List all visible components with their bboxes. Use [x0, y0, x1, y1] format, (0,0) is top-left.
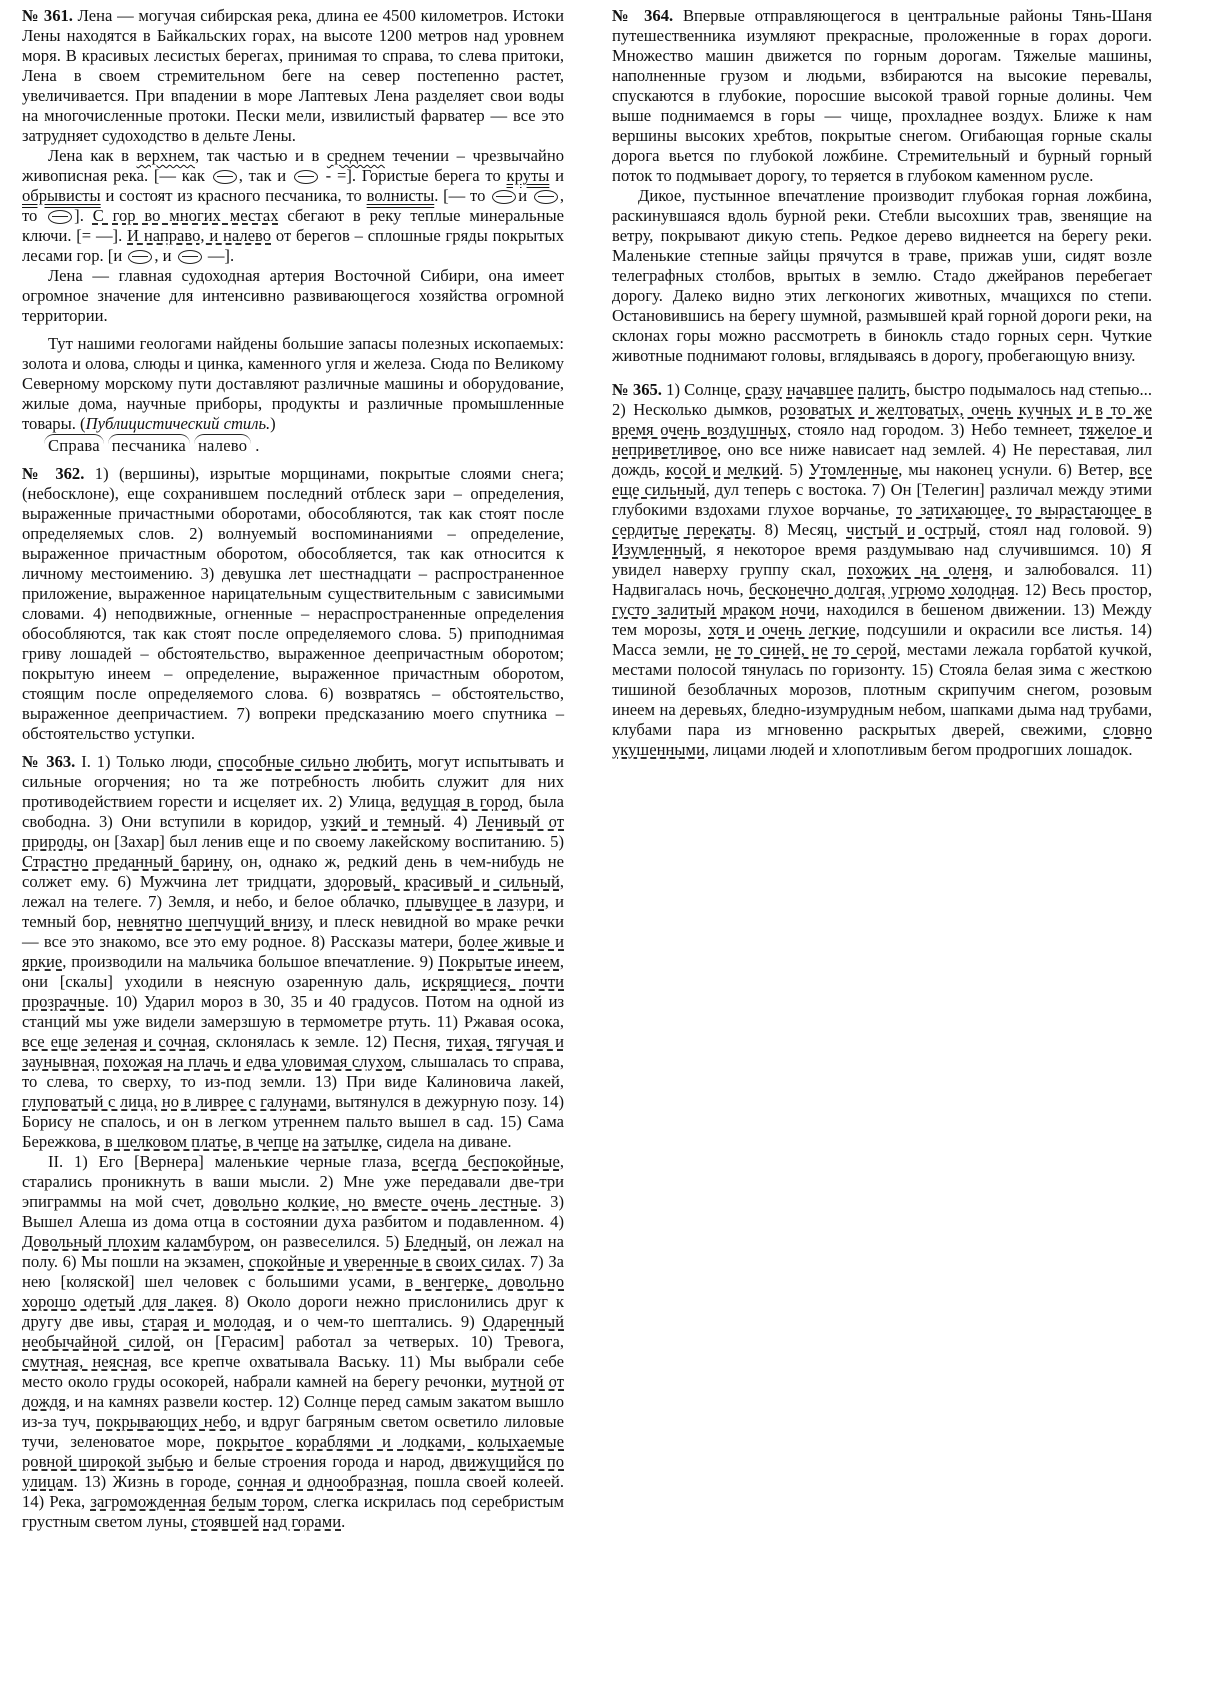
- text-run: , все крепче охватывала Ваську. 11) Мы выбрали себе место около груды осокорей, набрали камней на берегу речонки,: [22, 1352, 564, 1391]
- underlined-phrase: то затихающее, то вырастающее в сердитые перекаты: [612, 500, 1152, 539]
- underlined-phrase: косой и мелкий: [665, 460, 780, 479]
- text-run: , быстро подымалось над степью... 2) Несколько дымков,: [612, 380, 1152, 419]
- underlined-phrase: загроможденная белым тором: [90, 1492, 305, 1511]
- text-run: . 12) Весь простор,: [1014, 580, 1152, 599]
- text-run: . 4): [440, 812, 477, 831]
- text-run: , и залюбовался. 11) Надвигалась ночь,: [612, 560, 1153, 599]
- underlined-phrase: словно укушенными: [612, 720, 1152, 759]
- text-run: , и плеск невидной во мраке речки — все это знакомо, все это ему родное. 8) Рассказы матери,: [22, 912, 564, 951]
- word-scheme-line: [22, 434, 564, 456]
- oval-icon: [492, 190, 516, 204]
- text-run: 1) Солнце,: [661, 380, 746, 399]
- left-column: [22, 6, 564, 1532]
- underlined-phrase: всегда беспокойные: [412, 1152, 560, 1171]
- ex365-paragraph: [612, 380, 1152, 760]
- text-run: и состоят из красного песчаника, то: [100, 186, 367, 205]
- text-run: , так и: [238, 166, 292, 185]
- ex361-number: № 361.: [22, 6, 73, 25]
- ex364-text-1: Впервые отправляющегося в центральные районы Тянь-Шаня путешественника изумляют прекрасные, проложенные в горах дороги. Множество машин движется по горным дорогам. Тяжелые машины, наполненные грузом и людьми, взбираются на высокие перевалы, спускаются в глубокие, поросшие высокой травой горные долины. Чем выше поднимаемся в горы — чище, прохладнее воздух. Ближе к нам вершины высоких хребтов, покрытые снегом. Огибающая горные скалы дорога вьется по глубокой ложбине. Стремительный и бурный горный поток то подмывает дорогу, то теряется в глубоком каменном русле.: [612, 6, 1152, 185]
- text-run: , он, однако ж, редкий день в чем-нибудь не солжет ему. 6) Мужчина лет тридцати,: [22, 852, 564, 891]
- exercise-364: [612, 6, 1152, 366]
- ex363-part-1-text: [22, 752, 564, 1151]
- underlined-phrase: мутной от дождя: [22, 1372, 564, 1411]
- text-run: .: [341, 1512, 346, 1531]
- scheme-word: Справа: [44, 434, 104, 456]
- text-run: . 8) Около дороги нежно прислонились друг к другу две ивы,: [22, 1292, 564, 1331]
- underlined-phrase: смутная, неясная: [22, 1352, 148, 1371]
- text-run: , производили на мальчика большое впечатление. 9): [62, 952, 439, 971]
- ex362-text: 1) (вершины), изрытые морщинами, покрытые слоями снега; (небосклоне), еще сохранившем последний отблеск зари – определения, выраженные причастными оборотами, обособляются, так как стоят после определяемых слов. 2) волнуемый воспоминаниями – определение, выраженное причастным оборотом, обособляется, так как относится к личному местоимению. 3) девушка лет шестнадцати – распространенное приложение, выраженное нарицательным существительным с зависимыми словами. 4) неподвижные, огненные – нераспространенные определения обособляются, так как стоят после определяемого слова. 5) приподнимая гриву лошадей – обстоятельство, выраженное деепричастным оборотом; покрытую инеем – определение, выраженное причастным оборотом, стоящим после определяемого слова. 6) возвратясь – обстоятельство, выраженное деепричастием. 7) вопреки предсказанию моего спутника – обстоятельство уступки.: [22, 464, 564, 743]
- text-run: . [— то: [434, 186, 491, 205]
- oval-icon: [128, 250, 152, 264]
- underlined-word: круты: [506, 166, 550, 185]
- underlined-phrase: бесконечно долгая, угрюмо холодная: [749, 580, 1015, 599]
- text-run: II. 1) Его [Вернера] маленькие черные глаза,: [48, 1152, 413, 1171]
- underlined-phrase: узкий и темный: [320, 812, 441, 831]
- underlined-phrase: Бледный: [404, 1232, 467, 1251]
- underlined-word: волнисты: [366, 186, 435, 205]
- spacer: [612, 366, 1152, 380]
- text-run: Лена как в: [48, 146, 137, 165]
- underlined-phrase: в шелковом платье, в чепце на затылке: [104, 1132, 379, 1151]
- text-run: , могут испытывать и сильные огорчения; но та же потребность любить служит для них противодействием горести и исцеляет их. 2) Улица,: [22, 752, 564, 811]
- text-run: , он развеселился. 5): [250, 1232, 405, 1251]
- underlined-phrase: Ленивый от природы: [22, 812, 565, 851]
- oval-icon: [48, 210, 72, 224]
- ex365-number: № 365.: [612, 380, 662, 399]
- text-run: . 5): [779, 460, 810, 479]
- underlined-phrase: довольно колкие, но вместе очень лестные: [213, 1192, 538, 1211]
- underlined-phrase: способные сильно любить: [217, 752, 409, 771]
- ex361-paragraph-2: [22, 146, 564, 266]
- style-label: Публицистический стиль.: [85, 414, 271, 433]
- text-run: , стояло над городом. 3) Небо темнеет,: [786, 420, 1080, 439]
- text-run: ): [270, 414, 276, 433]
- text-run: , и о чем-то шептались. 9): [271, 1312, 483, 1331]
- text-run: течении – чрезвычайно живописная река. [— как: [22, 146, 564, 185]
- underlined-phrase: стоявшей над горами: [191, 1512, 342, 1531]
- underlined-phrase: тяжелое и неприветливое: [612, 420, 1152, 459]
- spacer: [22, 456, 564, 464]
- ex364-paragraph-1: [612, 6, 1152, 186]
- text-run: ].: [74, 206, 93, 225]
- underlined-phrase: спокойные и уверенные в своих силах: [248, 1252, 522, 1271]
- underlined-phrase: в венгерке, довольно хорошо одетый для лакея: [22, 1272, 564, 1311]
- ex361-paragraph-1: [22, 6, 564, 146]
- oval-icon: [534, 190, 558, 204]
- underlined-phrase: Изумленный: [612, 540, 703, 559]
- ex363-part-2: [22, 1152, 564, 1532]
- text-run: - =]. Гористые берега то: [319, 166, 507, 185]
- underlined-phrase: искрящиеся, почти прозрачные: [22, 972, 564, 1011]
- text-run: , они [скалы] уходили в неясную озаренную даль,: [22, 952, 564, 991]
- text-run: , слышалась то справа, то слева, то сверху, то из-под земли. 13) При виде Калиновича лакей,: [22, 1052, 564, 1091]
- underlined-phrase: тихая, тягучая и заунывная, похожая на плачь и едва уловимая слухом: [22, 1032, 564, 1071]
- text-run: , то: [22, 186, 565, 225]
- underlined-phrase: похожих на оленя: [847, 560, 989, 579]
- underlined-phrase: здоровый, красивый и сильный: [324, 872, 560, 891]
- text-run: I. 1) Только люди,: [75, 752, 218, 771]
- ex363-part-2-text: [22, 1152, 564, 1531]
- underlined-phrase: хотя и очень легкие: [708, 620, 856, 639]
- text-run: , местами лежала горбатой кучкой, местами полосой тянулась по горизонту. 15) Стояла белая зима с жесткою тишиной безоблачных морозов, плотным скрипучим снегом, розовым инеем на деревьях, бледно-изумрудным небом, шапками дыма над трубами, клубами пара из мгновенно раскрытых дверей, свежими,: [612, 640, 1152, 739]
- text-run: —].: [203, 246, 235, 265]
- spacer: [22, 744, 564, 752]
- ex365-text: [612, 380, 1152, 759]
- underlined-phrase: ведущая в город: [401, 792, 519, 811]
- text-run: , склонялась к земле. 12) Песня,: [205, 1032, 447, 1051]
- wave-oval-icon: [213, 170, 237, 184]
- text-run: от берегов – сплошные гряды покрытых лесами гор. [и: [22, 226, 564, 265]
- text-run: , лежал на телеге. 7) Земля, и небо, и белое облачко,: [22, 872, 564, 911]
- text-run: , и темный бор,: [22, 892, 565, 931]
- text-run: , сидела на диване.: [378, 1132, 512, 1151]
- exercise-362: [22, 464, 564, 744]
- text-run: , слегка искрилась под серебристым грустным светом луны,: [22, 1492, 565, 1531]
- wave-oval-icon: [294, 170, 318, 184]
- text-run: и белые строения города и народ,: [193, 1452, 451, 1471]
- ex362-number: № 362.: [22, 464, 85, 483]
- underlined-phrase: глуповатый с лица, но в ливрее с галунами: [22, 1092, 327, 1111]
- word-scheme: [44, 434, 260, 456]
- text-run: , так частью и в: [195, 146, 327, 165]
- text-run: , вытянулся в дежурную позу. 14) Борису не спалось, и он в легком утреннем пальто вышел в сад. 15) Сама Бережкова,: [22, 1092, 564, 1151]
- text-run: , он лежал на полу. 6) Мы пошли на экзамен,: [22, 1232, 565, 1271]
- oval-icon: [178, 250, 202, 264]
- text-run: , он [Захар] был ленив еще и по своему лакейскому воспитанию. 5): [83, 832, 564, 851]
- exercise-365: [612, 380, 1152, 760]
- text-run: и: [518, 186, 532, 205]
- text-run: и: [549, 166, 564, 185]
- exercise-363: [22, 752, 564, 1532]
- underlined-phrase: Утомленные: [809, 460, 899, 479]
- text-run: , он [Герасим] работал за четверых. 10) Тревога,: [170, 1332, 564, 1351]
- text-run: , была свободна. 3) Они вступили в коридор,: [22, 792, 564, 831]
- exercise-361: [22, 6, 564, 456]
- text-run: , лицами людей и хлопотливым бегом продрогших лошадок.: [704, 740, 1133, 759]
- underlined-phrase: С гор во многих местах: [92, 206, 279, 225]
- ex363-part-1: [22, 752, 564, 1152]
- underlined-phrase: сразу начавшее палить: [745, 380, 906, 399]
- text-run: , и на камнях развели костер. 12) Солнце перед самым закатом вышло из-за туч,: [22, 1392, 564, 1431]
- text-run: , и: [154, 246, 176, 265]
- text-run: , стоял над головой. 9): [976, 520, 1152, 539]
- underlined-phrase: покрывающих небо: [96, 1412, 237, 1431]
- underlined-word: среднем: [326, 146, 385, 165]
- text-run: , старались проникнуть в ваши мысли. 2) Мне уже передавали две-три эпиграммы на мой счет,: [22, 1152, 564, 1211]
- text-run: сбегают в реку теплые минеральные ключи. [= —].: [22, 206, 565, 245]
- text-run: , я некоторое время раздумываю над случившимся. 10) Я увидел наверху группу скал,: [612, 540, 1152, 579]
- ex364-paragraph-2: Дикое, пустынное впечатление производит глубокая горная ложбина, раскинувшаяся вдоль бурной реки. Стебли высохших трав, звенящие на ветру, покрывают дикую степь. Редкое дерево виднеется на берегу реки. Маленькие степные зайцы прячутся в траве, прижав уши, сидят возле телеграфных столбов, врытых в землю. Стадо джейранов перебегает дорогу. Далеко видно этих легконогих животных, мчащихся по степи. Остановившись на берегу шумной, размывшей край горной дороги реки, на склонах горы можно рассмотреть в бинокль стадо горных серн. Чуткие животные поднимают головы, вглядываясь в дорогу, пробегающую внизу.: [612, 186, 1152, 365]
- text-run: . 13) Жизнь в городе,: [73, 1472, 238, 1491]
- text-run: , оно все ниже нависает над землей. 4) Не переставая, лил дождь,: [612, 440, 1152, 479]
- ex361-paragraph-4: [22, 334, 564, 434]
- text-run: .: [255, 436, 260, 455]
- text-run: , подсушили и окрасили все листья. 14) Масса земли,: [612, 620, 1152, 659]
- ex361-text-1: Лена — могучая сибирская река, длина ее 4500 километров. Истоки Лены находятся в Байкальских горах, на высоте 1200 метров над уровнем моря. В красивых лесистых берегах, принимая то справа, то слева притоки, Лена в своем стремительном беге на север постепенно растет, увеличивается. При впадении в море Лаптевых Лена разделяет свои воды на многочисленные протоки. Пески мели, извилистый фарватер — все это затрудняет судоходство в дельте Лены.: [22, 6, 564, 145]
- underlined-phrase: все еще зеленая и сочная: [22, 1032, 206, 1051]
- underlined-phrase: не то синей, не то серой: [715, 640, 897, 659]
- ex362-paragraph: [22, 464, 564, 744]
- ex364-number: № 364.: [612, 6, 674, 25]
- underlined-phrase: чистый и острый: [846, 520, 977, 539]
- text-run: Тут нашими геологами найдены большие запасы полезных ископаемых: золота и олова, слюды и цинка, каменного угля и железа. Сюда по Великому Северному морскому пути доставляют различные машины и оборудование, жилые дома, научные приборы, продукты и различные промышленные товары. (: [22, 334, 564, 433]
- underlined-phrase: более живые и яркие: [22, 932, 565, 971]
- text-run: . 7) За нею [коляской] шел человек с большими усами,: [22, 1252, 565, 1291]
- underlined-phrase: плывущее в лазури: [405, 892, 545, 911]
- right-column: [612, 6, 1152, 760]
- text-run: , и вдруг багряным светом осветило лиловые тучи, зеленоватое море,: [22, 1412, 564, 1451]
- underlined-phrase: Довольный плохим каламбуром: [22, 1232, 251, 1251]
- underlined-phrase: покрытое кораблями и лодками, колыхаемые ровной широкой зыбью: [22, 1432, 564, 1471]
- underlined-phrase: густо залитый мраком ночи: [612, 600, 816, 619]
- text-run: . 10) Ударил мороз в 30, 35 и 40 градусов. Потом на одной из станций мы уже видели замерзшую в термометре ртуть. 11) Ржавая осока,: [22, 992, 564, 1031]
- underlined-phrase: Покрытые инеем: [438, 952, 560, 971]
- underlined-phrase: Одаренный необычайной силой: [22, 1312, 564, 1351]
- scheme-word: налево: [194, 434, 251, 456]
- underlined-phrase: И направо, и налево: [127, 226, 272, 245]
- underlined-word: обрывисты: [22, 186, 101, 205]
- text-run: , дул теперь с востока. 7) Он [Телегин] различал между этими глубокими вздохами глухое ворчанье,: [612, 480, 1152, 519]
- underlined-phrase: старая и молодая: [142, 1312, 272, 1331]
- underlined-phrase: сонная и однообразная: [237, 1472, 404, 1491]
- underlined-phrase: невнятно шепчущий внизу: [117, 912, 310, 931]
- underlined-word: верхнем: [136, 146, 195, 165]
- underlined-phrase: все еще сильный: [612, 460, 1152, 499]
- text-run: , находился в бешеном движении. 13) Между тем морозы,: [612, 600, 1152, 639]
- scheme-word: песчаника: [108, 434, 190, 456]
- underlined-phrase: Страстно преданный барину: [22, 852, 229, 871]
- underlined-phrase: розоватых и желтоватых, очень кучных и в то же время очень воздушных: [612, 400, 1152, 439]
- text-run: , пошла своей колеей. 14) Река,: [22, 1472, 564, 1511]
- ex361-paragraph-3: Лена — главная судоходная артерия Восточной Сибири, она имеет огромное значение для интенсивно развивающегося хозяйства огромной территории.: [22, 266, 564, 325]
- text-run: . 8) Месяц,: [751, 520, 847, 539]
- ex363-number: № 363.: [22, 752, 76, 771]
- text-run: , мы наконец уснули. 6) Ветер,: [898, 460, 1130, 479]
- underlined-phrase: движущийся по улицам: [22, 1452, 565, 1491]
- spacer: [22, 326, 564, 334]
- text-run: . 3) Вышел Алеша из дома отца в состоянии духа разбитом и подавленном. 4): [22, 1192, 564, 1231]
